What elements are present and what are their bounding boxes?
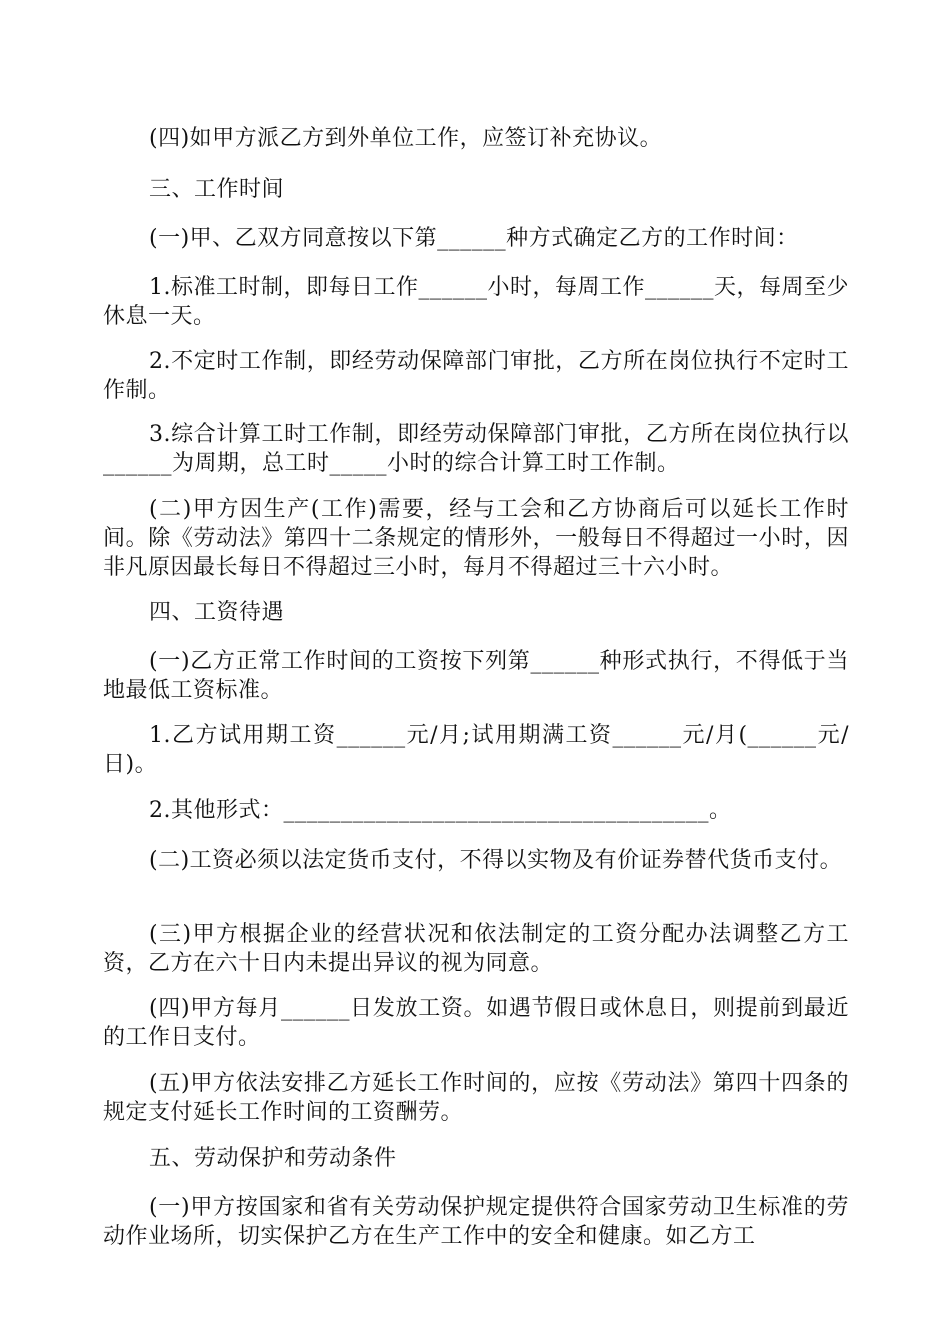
paragraph: (一)乙方正常工作时间的工资按下列第______种形式执行，不得低于当地最低工资标准。 [103, 649, 849, 703]
paragraph: (五)甲方依法安排乙方延长工作时间的，应按《劳动法》第四十四条的规定支付延长工作时间的工资酬劳。 [103, 1071, 849, 1125]
paragraph: (二)甲方因生产(工作)需要，经与工会和乙方协商后可以延长工作时间。除《劳动法》第四十二条规定的情形外，一般每日不得超过一小时，因非凡原因最长每日不得超过三小时，每月不得超过三十六小时。 [103, 497, 849, 580]
section-heading: 三、工作时间 [149, 177, 285, 202]
paragraph: 2.不定时工作制，即经劳动保障部门审批，乙方所在岗位执行不定时工作制。 [103, 349, 849, 403]
section-heading: 五、劳动保护和劳动条件 [149, 1146, 397, 1171]
paragraph: (二)工资必须以法定货币支付，不得以实物及有价证券替代货币支付。 [149, 848, 843, 873]
paragraph: (一)甲方按国家和省有关劳动保护规定提供符合国家劳动卫生标准的劳动作业场所，切实保护乙方在生产工作中的安全和健康。如乙方工 [103, 1195, 849, 1249]
section-heading: 四、工资待遇 [149, 600, 285, 625]
paragraph: (三)甲方根据企业的经营状况和依法制定的工资分配办法调整乙方工资，乙方在六十日内未提出异议的视为同意。 [103, 922, 849, 976]
paragraph: (四)甲方每月______日发放工资。如遇节假日或休息日，则提前到最近的工作日支付。 [103, 996, 849, 1050]
paragraph: (一)甲、乙双方同意按以下第______种方式确定乙方的工作时间： [149, 226, 799, 251]
paragraph: 1.乙方试用期工资______元/月;试用期满工资______元/月(______元/日)。 [103, 723, 849, 777]
paragraph: 1.标准工时制，即每日工作______小时，每周工作______天，每周至少休息一天。 [103, 275, 849, 329]
paragraph: 3.综合计算工时工作制，即经劳动保障部门审批，乙方所在岗位执行以______为周期，总工时_____小时的综合计算工时工作制。 [103, 422, 849, 476]
paragraph: (四)如甲方派乙方到外单位工作，应签订补充协议。 [149, 126, 663, 151]
paragraph: 2.其他形式：_____________________________________。 [149, 798, 732, 823]
